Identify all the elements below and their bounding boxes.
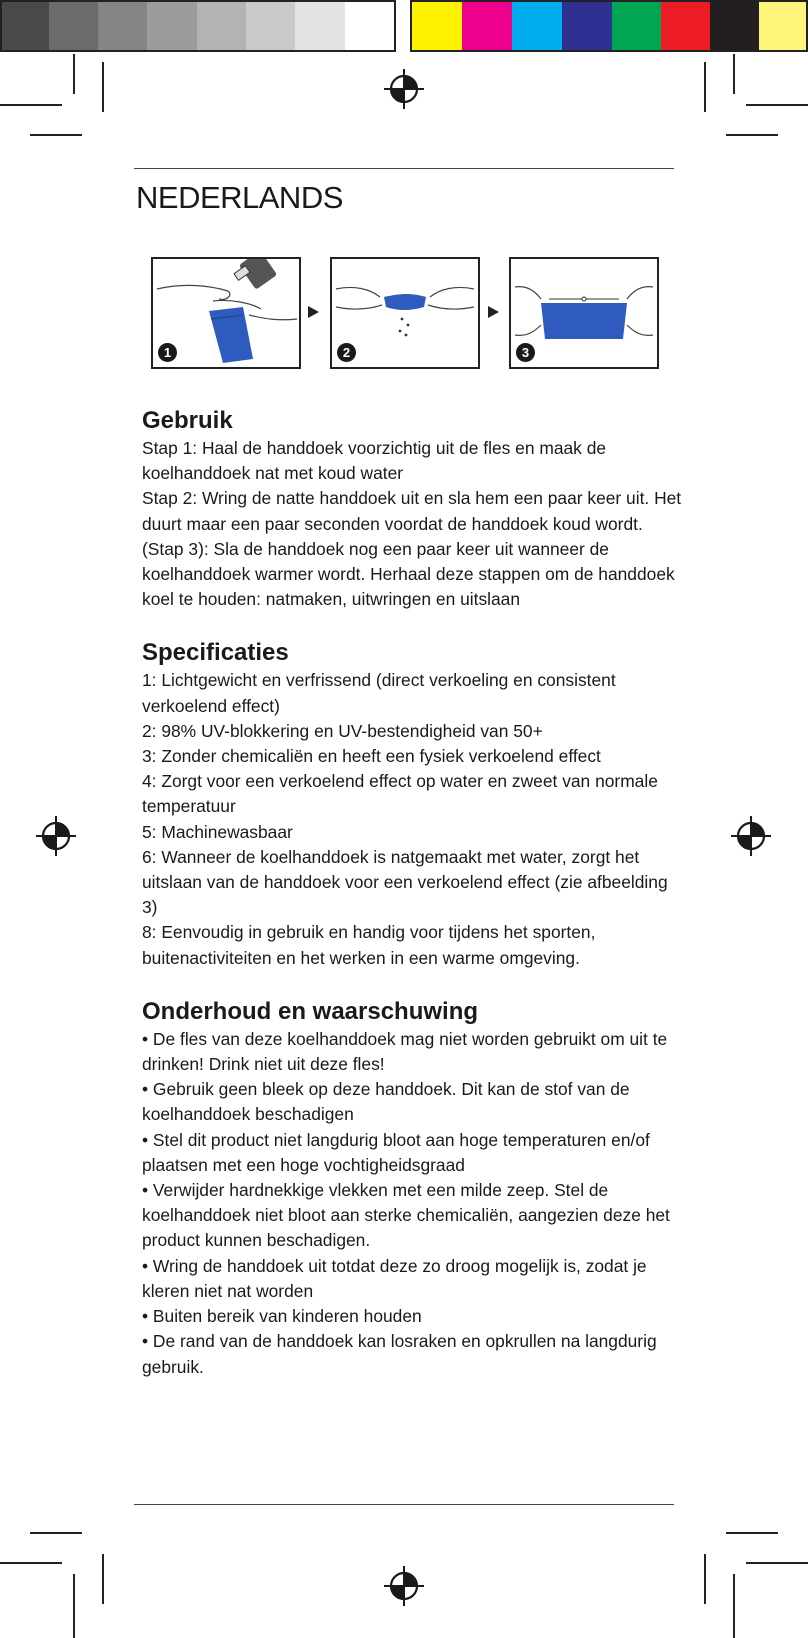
usage-line: koel te houden: natmaken, uitwringen en uitslaan	[142, 589, 521, 610]
care-line: kleren niet nat worden	[142, 1280, 314, 1301]
step-number-badge: 1	[158, 343, 177, 362]
step-3-illustration	[509, 257, 659, 369]
crop-mark	[0, 104, 62, 106]
crop-mark	[746, 1562, 808, 1564]
specs-line: 2: 98% UV-blokkering en UV-bestendigheid van 50+	[142, 720, 543, 741]
care-line: • Verwijder hardnekkige vlekken met een milde zeep. Stel de	[142, 1180, 609, 1201]
specs-heading: Specificaties	[142, 639, 289, 667]
crop-mark	[746, 104, 808, 106]
bottom-rule	[134, 1504, 674, 1505]
specs-line: uitslaan van de handdoek voor een verkoelend effect (zie afbeelding 3)	[142, 872, 668, 918]
crop-mark	[726, 1532, 778, 1534]
usage-line: duurt maar een paar seconden voordat de handdoek koud wordt.	[142, 513, 643, 534]
care-section	[142, 997, 682, 1380]
specs-line: verkoelend effect)	[142, 695, 280, 716]
section-gap	[142, 971, 682, 997]
usage-line: (Stap 3): Sla de handdoek nog een paar keer uit wanneer de	[142, 538, 609, 559]
care-line: koelhanddoek beschadigen	[142, 1104, 354, 1125]
instructions-content	[142, 406, 682, 1380]
registration-mark-icon	[731, 816, 771, 856]
specs-line: 1: Lichtgewicht en verfrissend (direct verkoeling en consistent	[142, 670, 616, 691]
crop-mark	[726, 134, 778, 136]
crop-mark	[102, 1554, 104, 1604]
triangle-arrow-right-icon	[488, 306, 499, 318]
specs-line: temperatuur	[142, 796, 236, 817]
care-line: product kunnen beschadigen.	[142, 1230, 371, 1251]
care-line: • De rand van de handdoek kan losraken en opkrullen na langdurig	[142, 1331, 657, 1352]
crop-mark	[73, 1574, 75, 1638]
top-rule	[134, 168, 674, 169]
usage-heading: Gebruik	[142, 407, 233, 434]
crop-mark	[0, 1562, 62, 1564]
care-line: plaatsen met een hoge vochtigheidsgraad	[142, 1154, 465, 1175]
registration-mark-icon	[384, 69, 424, 109]
care-line: gebruik.	[142, 1356, 204, 1377]
specs-line: 5: Machinewasbaar	[142, 821, 293, 842]
crop-mark	[733, 1574, 735, 1638]
section-gap	[142, 612, 682, 638]
usage-line: Stap 1: Haal de handdoek voorzichtig uit de fles en maak de	[142, 438, 607, 458]
grey-bar-frame	[0, 0, 396, 52]
crop-mark	[704, 1554, 706, 1604]
step-number-badge: 2	[337, 343, 356, 362]
usage-line: Stap 2: Wring de natte handdoek uit en sla hem een paar keer uit. Het	[142, 488, 682, 509]
usage-line: koelhanddoek warmer wordt. Herhaal deze stappen om de handdoek	[142, 564, 675, 585]
step-1-illustration	[151, 257, 301, 369]
care-line: • Wring de handdoek uit totdat deze zo droog mogelijk is, zodat je	[142, 1255, 647, 1276]
care-heading: Onderhoud en waarschuwing	[142, 997, 479, 1025]
crop-mark	[30, 134, 82, 136]
crop-mark	[704, 62, 706, 112]
crop-mark	[733, 54, 735, 94]
specs-section	[142, 638, 682, 970]
care-line: • De fles van deze koelhanddoek mag niet worden gebruikt om uit te	[142, 1028, 668, 1049]
usage-section	[142, 406, 682, 612]
process-bar-frame	[410, 0, 808, 52]
crop-mark	[73, 54, 75, 94]
specs-line: buitenactiviteiten en het werken in een warme omgeving.	[142, 947, 580, 968]
specs-line: 6: Wanneer de koelhanddoek is natgemaakt met water, zorgt het	[142, 846, 640, 867]
usage-line: koelhanddoek nat met koud water	[142, 463, 404, 484]
specs-line: 4: Zorgt voor een verkoelend effect op water en zweet van normale	[142, 771, 658, 792]
crop-mark	[102, 62, 104, 112]
registration-mark-icon	[36, 816, 76, 856]
specs-line: 8: Eenvoudig in gebruik en handig voor tijdens het sporten,	[142, 922, 596, 943]
specs-line: 3: Zonder chemicaliën en heeft een fysiek verkoelend effect	[142, 746, 601, 767]
care-line: drinken! Drink niet uit deze fles!	[142, 1054, 385, 1075]
triangle-arrow-right-icon	[308, 306, 319, 318]
care-line: • Stel dit product niet langdurig bloot aan hoge temperaturen en/of	[142, 1129, 650, 1150]
care-line: • Gebruik geen bleek op deze handdoek. Dit kan de stof van de	[142, 1079, 630, 1100]
care-line: • Buiten bereik van kinderen houden	[142, 1306, 422, 1327]
care-line: koelhanddoek niet bloot aan sterke chemicaliën, aangezien deze het	[142, 1205, 670, 1226]
registration-mark-icon	[384, 1566, 424, 1606]
crop-mark	[30, 1532, 82, 1534]
page-title: NEDERLANDS	[136, 180, 343, 215]
step-number-badge: 3	[516, 343, 535, 362]
step-2-illustration	[330, 257, 480, 369]
